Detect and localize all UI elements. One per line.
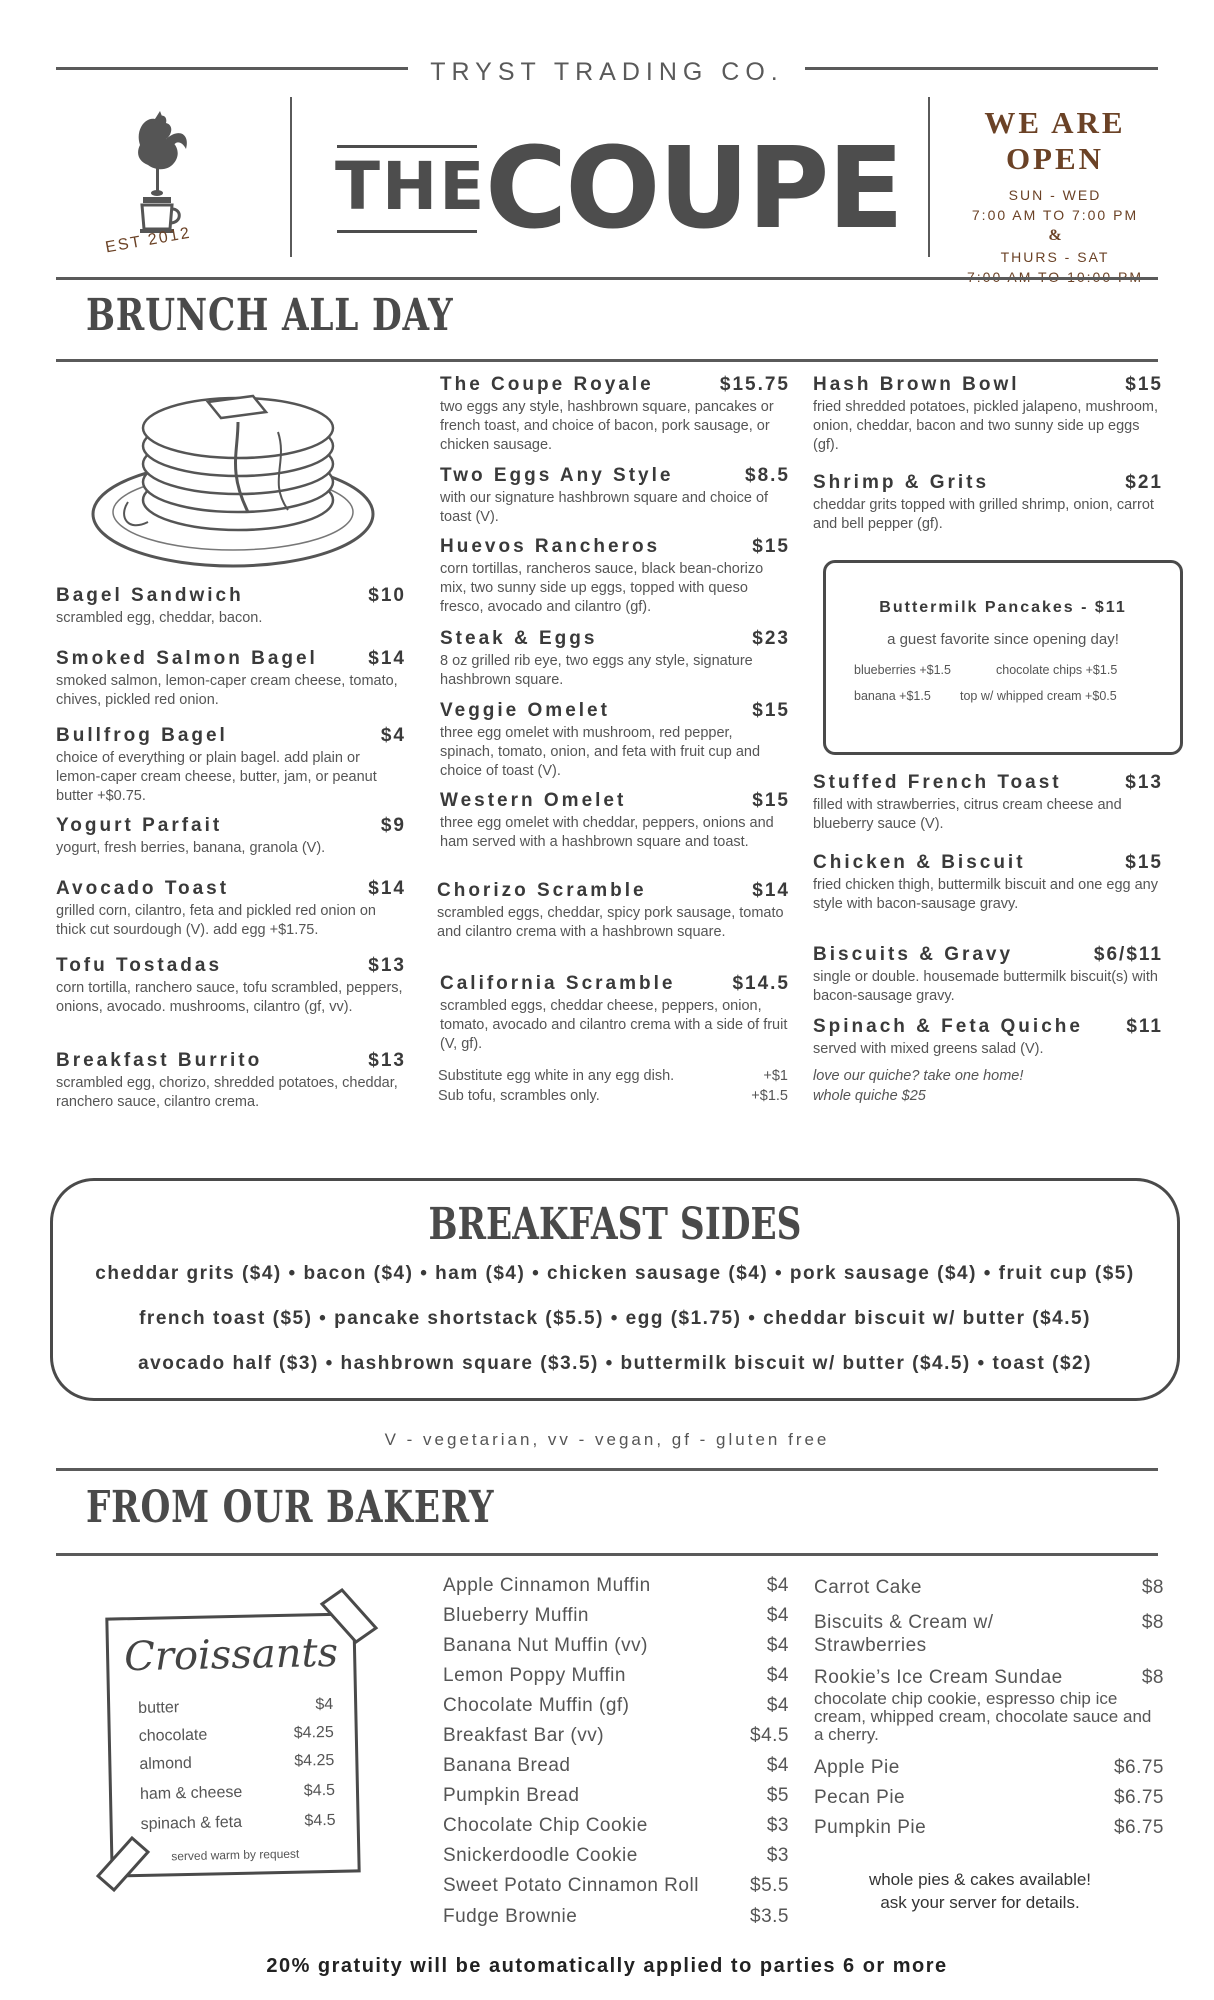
whole-pies-line-1: whole pies & cakes available! [868, 1870, 1092, 1889]
item-price: $13 [368, 955, 406, 976]
menu-item [56, 585, 406, 628]
gratuity-notice: 20% gratuity will be automatically applied to parties 6 or more [266, 1955, 948, 1977]
item-price: $6/$11 [1093, 944, 1163, 965]
croissant-item [139, 1752, 334, 1774]
croissant-name: spinach & feta [140, 1813, 243, 1833]
bakery-item-name: Pumpkin Pie [814, 1817, 927, 1838]
bakery-item [443, 1815, 789, 1837]
croissant-name: butter [138, 1699, 180, 1717]
pancakes-title: Buttermilk Pancakes - $11 [879, 599, 1127, 616]
item-price: $4 [380, 725, 406, 746]
bakery-item-name: Chocolate Chip Cookie [443, 1815, 648, 1836]
croissants-title: Croissants [123, 1629, 339, 1681]
bakery-item [443, 1785, 789, 1807]
item-price: $15 [1125, 852, 1163, 873]
bakery-item-price: $4.5 [750, 1725, 789, 1746]
bakery-item [443, 1755, 789, 1777]
item-name: Two Eggs Any Style [440, 465, 674, 486]
item-name: Veggie Omelet [440, 700, 610, 721]
header-divider-left [290, 97, 292, 257]
item-name: Hash Brown Bowl [813, 374, 1020, 395]
bakery-item-name: Lemon Poppy Muffin [443, 1665, 626, 1686]
item-desc: single or double. housemade buttermilk biscuit(s) with bacon-sausage gravy. [813, 969, 1158, 1004]
bakery-item-price: $8 [1141, 1577, 1164, 1598]
item-desc: scrambled egg, cheddar, bacon. [56, 610, 263, 626]
hours-days-1: SUN - WED [1008, 187, 1102, 203]
bakery-top-rule [56, 1468, 1158, 1471]
bakery-item-name: Blueberry Muffin [443, 1605, 589, 1626]
item-name: Shrimp & Grits [813, 472, 990, 493]
menu-item [813, 374, 1163, 455]
bakery-item [443, 1665, 789, 1687]
item-price: $15 [752, 536, 790, 557]
menu-item [440, 536, 790, 617]
menu-item [440, 374, 790, 455]
bakery-item-name: Fudge Brownie [443, 1906, 578, 1927]
item-name: Smoked Salmon Bagel [56, 648, 318, 669]
menu-item [56, 955, 406, 1017]
bakery-item-price: $5.5 [750, 1875, 789, 1896]
croissant-item [139, 1724, 334, 1746]
bakery-item-price: $4 [766, 1575, 789, 1596]
item-desc: scrambled eggs, cheddar cheese, peppers, onion, tomato, avocado and cilantro crema with a side of fruit (V, gf). [440, 998, 788, 1052]
item-name: The Coupe Royale [440, 374, 654, 395]
quiche-note: love our quiche? take one home! [813, 1068, 1024, 1084]
rooster-logo-icon [110, 105, 200, 235]
croissant-name: ham & cheese [139, 1783, 243, 1803]
brand-name: TRYST TRADING CO. [430, 58, 784, 86]
item-name: Avocado Toast [56, 878, 230, 899]
item-name: Chorizo Scramble [437, 880, 647, 901]
item-price: $15.75 [719, 374, 790, 395]
opening-hours [940, 105, 1170, 287]
menu-item [56, 815, 406, 858]
bakery-item-continued [814, 1635, 1164, 1657]
menu-item [813, 772, 1163, 834]
bakery-item-price: $3 [766, 1845, 789, 1866]
item-name: Breakfast Burrito [56, 1050, 263, 1071]
dietary-legend: V - vegetarian, vv - vegan, gf - gluten free [384, 1430, 830, 1449]
bakery-item-name: Strawberries [814, 1635, 927, 1656]
bakery-item [814, 1757, 1164, 1779]
substitution-note [438, 1088, 788, 1104]
item-desc: grilled corn, cilantro, feta and pickled red onion on thick cut sourdough (V). add egg +$1.75. [56, 903, 376, 938]
item-price: $8.5 [745, 465, 790, 486]
item-price: $13 [368, 1050, 406, 1071]
menu-item [56, 648, 406, 710]
menu-item [813, 472, 1163, 534]
item-price: $9 [380, 815, 406, 836]
croissant-price: $4.25 [293, 1723, 334, 1742]
item-name: Spinach & Feta Quiche [813, 1016, 1083, 1037]
tape-bottom-left-icon [96, 1836, 152, 1894]
sub-label: Substitute egg white in any egg dish. [438, 1068, 675, 1084]
sides-title: BREAKFAST SIDES [428, 1199, 802, 1250]
tape-top-right-icon [318, 1588, 380, 1644]
restaurant-logo [335, 124, 902, 254]
bakery-item-name: Apple Pie [814, 1757, 900, 1778]
menu-item [56, 725, 406, 806]
bakery-item-price: $4 [766, 1605, 789, 1626]
bakery-item [443, 1635, 789, 1657]
substitution-note [438, 1068, 788, 1084]
item-price: $21 [1125, 472, 1163, 493]
bakery-item [443, 1605, 789, 1627]
bakery-item-name: Rookie’s Ice Cream Sundae [814, 1667, 1063, 1688]
menu-item [813, 944, 1163, 1006]
sides-line: avocado half ($3) • hashbrown square ($3.5) • buttermilk biscuit w/ butter ($4.5) • toast ($2) [138, 1353, 1092, 1374]
item-desc: three egg omelet with cheddar, peppers, onions and ham served with a hashbrown square and toast. [440, 815, 774, 850]
croissants-footnote: served warm by request [171, 1846, 300, 1864]
item-name: Stuffed French Toast [813, 772, 1062, 793]
buttermilk-pancakes-box [823, 560, 1183, 755]
bakery-item [814, 1817, 1164, 1839]
item-desc: choice of everything or plain bagel. add plain or lemon-caper cream cheese, butter, jam, or peanut butter +$0.75. [56, 750, 377, 804]
croissant-price: $4 [315, 1695, 334, 1714]
menu-item [440, 628, 790, 690]
bakery-item [443, 1575, 789, 1597]
item-desc: scrambled egg, chorizo, shredded potatoes, cheddar, ranchero sauce, cilantro crema. [56, 1075, 398, 1110]
item-price: $14 [368, 878, 406, 899]
bakery-item-price: $5 [766, 1785, 789, 1806]
logo-the: THE [335, 148, 487, 225]
item-price: $15 [752, 790, 790, 811]
menu-item [437, 880, 790, 942]
item-desc: with our signature hashbrown square and choice of toast (V). [440, 490, 769, 525]
bakery-item-price: $4 [766, 1665, 789, 1686]
bakery-item [814, 1787, 1164, 1809]
bakery-item-name: Snickerdoodle Cookie [443, 1845, 638, 1866]
bakery-item-price: $6.75 [1113, 1817, 1164, 1838]
item-price: $15 [752, 700, 790, 721]
item-desc: filled with strawberries, citrus cream cheese and blueberry sauce (V). [813, 797, 1122, 832]
brunch-title: BRUNCH ALL DAY [86, 290, 454, 341]
bakery-item [814, 1667, 1164, 1689]
bakery-item [443, 1845, 789, 1867]
whole-pies-note [820, 1868, 1140, 1914]
bakery-item [443, 1906, 789, 1928]
croissant-price: $4.5 [304, 1811, 336, 1830]
item-name: Chicken & Biscuit [813, 852, 1026, 873]
croissant-name: almond [139, 1754, 193, 1773]
item-price: $14.5 [732, 973, 790, 994]
item-desc: cheddar grits topped with grilled shrimp, onion, carrot and bell pepper (gf). [813, 497, 1154, 532]
bakery-item-price: $3 [766, 1815, 789, 1836]
hours-title: WE ARE OPEN [984, 105, 1126, 176]
pancake-option: banana +$1.5 [854, 689, 931, 703]
item-name: Bagel Sandwich [56, 585, 244, 606]
quiche-price-note: whole quiche $25 [813, 1088, 926, 1104]
bakery-item-price: $6.75 [1113, 1757, 1164, 1778]
pancake-option: blueberries +$1.5 [854, 663, 951, 677]
hours-days-2: THURS - SAT [1000, 249, 1110, 265]
sides-line: cheddar grits ($4) • bacon ($4) • ham ($4) • chicken sausage ($4) • pork sausage ($4) • fruit cup ($5) [95, 1263, 1135, 1284]
brunch-rule [56, 359, 1158, 362]
whole-pies-line-2: ask your server for details. [880, 1893, 1080, 1912]
bakery-item-name: Chocolate Muffin (gf) [443, 1695, 630, 1716]
item-price: $14 [368, 648, 406, 669]
croissant-name: chocolate [138, 1726, 208, 1745]
sub-price: +$1.5 [751, 1088, 788, 1104]
item-desc: corn tortilla, ranchero sauce, tofu scrambled, peppers, onions, avocado. mushrooms, cilantro (gf, vv). [56, 980, 403, 1015]
item-name: Biscuits & Gravy [813, 944, 1014, 965]
item-desc: three egg omelet with mushroom, red pepper, spinach, tomato, onion, and feta with fruit cup and choice of toast (V). [440, 725, 761, 779]
item-desc: served with mixed greens salad (V). [813, 1041, 1044, 1057]
logo-line-bottom [337, 230, 477, 233]
sub-label: Sub tofu, scrambles only. [438, 1088, 600, 1104]
pancake-option: chocolate chips +$1.5 [996, 663, 1118, 677]
menu-item [440, 700, 790, 781]
hours-time-1: 7:00 AM TO 7:00 PM [971, 207, 1139, 223]
item-price: $13 [1125, 772, 1163, 793]
established-year: EST 2012 [104, 224, 193, 257]
bakery-rule [56, 1553, 1158, 1556]
bakery-item-name: Carrot Cake [814, 1577, 922, 1598]
bakery-item-name: Pecan Pie [814, 1787, 906, 1808]
bakery-item [443, 1875, 789, 1897]
item-desc: scrambled eggs, cheddar, spicy pork sausage, tomato and cilantro crema with a hashbrown square. [437, 905, 784, 940]
menu-item [56, 878, 406, 940]
bakery-item-price: $8 [1141, 1612, 1164, 1633]
breakfast-sides-box [50, 1178, 1180, 1401]
item-desc: yogurt, fresh berries, banana, granola (V). [56, 840, 326, 856]
sundae-desc: chocolate chip cookie, espresso chip ice cream, whipped cream, chocolate sauce and a cherry. [814, 1689, 1152, 1744]
logo-coupe: COUPE [485, 124, 902, 254]
sub-price: +$1 [763, 1068, 788, 1084]
item-name: Yogurt Parfait [56, 815, 223, 836]
item-name: Steak & Eggs [440, 628, 598, 649]
item-price: $11 [1126, 1016, 1163, 1037]
bakery-item [814, 1577, 1164, 1599]
menu-item [440, 465, 790, 527]
hours-ampersand: & [1048, 227, 1062, 244]
menu-item [813, 1016, 1163, 1059]
bakery-item-name: Banana Bread [443, 1755, 571, 1776]
bakery-item-name: Banana Nut Muffin (vv) [443, 1635, 648, 1656]
bakery-item [443, 1725, 789, 1747]
item-desc: corn tortillas, rancheros sauce, black bean-chorizo mix, two sunny side up eggs, topped with queso fresco, avocado and cilantro (gf). [440, 561, 764, 615]
item-desc: 8 oz grilled rib eye, two eggs any style, signature hashbrown square. [440, 653, 753, 688]
bakery-title: FROM OUR BAKERY [86, 1482, 495, 1533]
menu-item [440, 790, 790, 852]
croissant-price: $4.25 [294, 1751, 335, 1770]
bakery-item-name: Breakfast Bar (vv) [443, 1725, 605, 1746]
sides-line: french toast ($5) • pancake shortstack ($5.5) • egg ($1.75) • cheddar biscuit w/ butter ($4.5) [139, 1308, 1091, 1329]
header-divider-right [928, 97, 930, 257]
item-desc: fried shredded potatoes, pickled jalapeno, mushroom, onion, cheddar, bacon and two sunny side up eggs (gf). [813, 399, 1158, 453]
item-price: $15 [1125, 374, 1163, 395]
header-bottom-rule [56, 277, 1158, 280]
item-name: Huevos Rancheros [440, 536, 661, 557]
menu-item [440, 973, 790, 1054]
menu-item [813, 852, 1163, 914]
bakery-item-name: Pumpkin Bread [443, 1785, 580, 1806]
item-name: Bullfrog Bagel [56, 725, 228, 746]
bakery-item [443, 1695, 789, 1717]
bakery-item-price: $3.5 [750, 1906, 789, 1927]
pancake-stack-illustration-icon [88, 382, 378, 574]
bakery-item-price: $6.75 [1113, 1787, 1164, 1808]
croissant-item [140, 1782, 335, 1804]
bakery-item-price: $4 [766, 1635, 789, 1656]
bakery-item-price: $4 [766, 1755, 789, 1776]
bakery-item-price: $4 [766, 1695, 789, 1716]
item-desc: fried chicken thigh, buttermilk biscuit and one egg any style with bacon-sausage gravy. [813, 877, 1158, 912]
croissant-price: $4.5 [303, 1781, 336, 1800]
bakery-item-name: Sweet Potato Cinnamon Roll [443, 1875, 699, 1896]
item-name: Western Omelet [440, 790, 627, 811]
croissant-item [138, 1696, 333, 1718]
pancakes-subtitle: a guest favorite since opening day! [887, 631, 1119, 648]
croissant-item [140, 1812, 335, 1834]
item-desc: two eggs any style, hashbrown square, pancakes or french toast, and choice of bacon, pork sausage, or chicken sausage. [440, 399, 774, 453]
bakery-item-price: $8 [1141, 1667, 1164, 1688]
item-price: $10 [368, 585, 406, 606]
item-name: California Scramble [440, 973, 676, 994]
pancake-option: top w/ whipped cream +$0.5 [960, 689, 1117, 703]
item-desc: smoked salmon, lemon-caper cream cheese, tomato, chives, pickled red onion. [56, 673, 398, 708]
item-price: $14 [752, 880, 790, 901]
bakery-item-name: Biscuits & Cream w/ [814, 1612, 994, 1633]
menu-item [56, 1050, 406, 1112]
item-name: Tofu Tostadas [56, 955, 223, 976]
bakery-item-name: Apple Cinnamon Muffin [443, 1575, 651, 1596]
item-price: $23 [752, 628, 790, 649]
bakery-item [814, 1612, 1164, 1634]
